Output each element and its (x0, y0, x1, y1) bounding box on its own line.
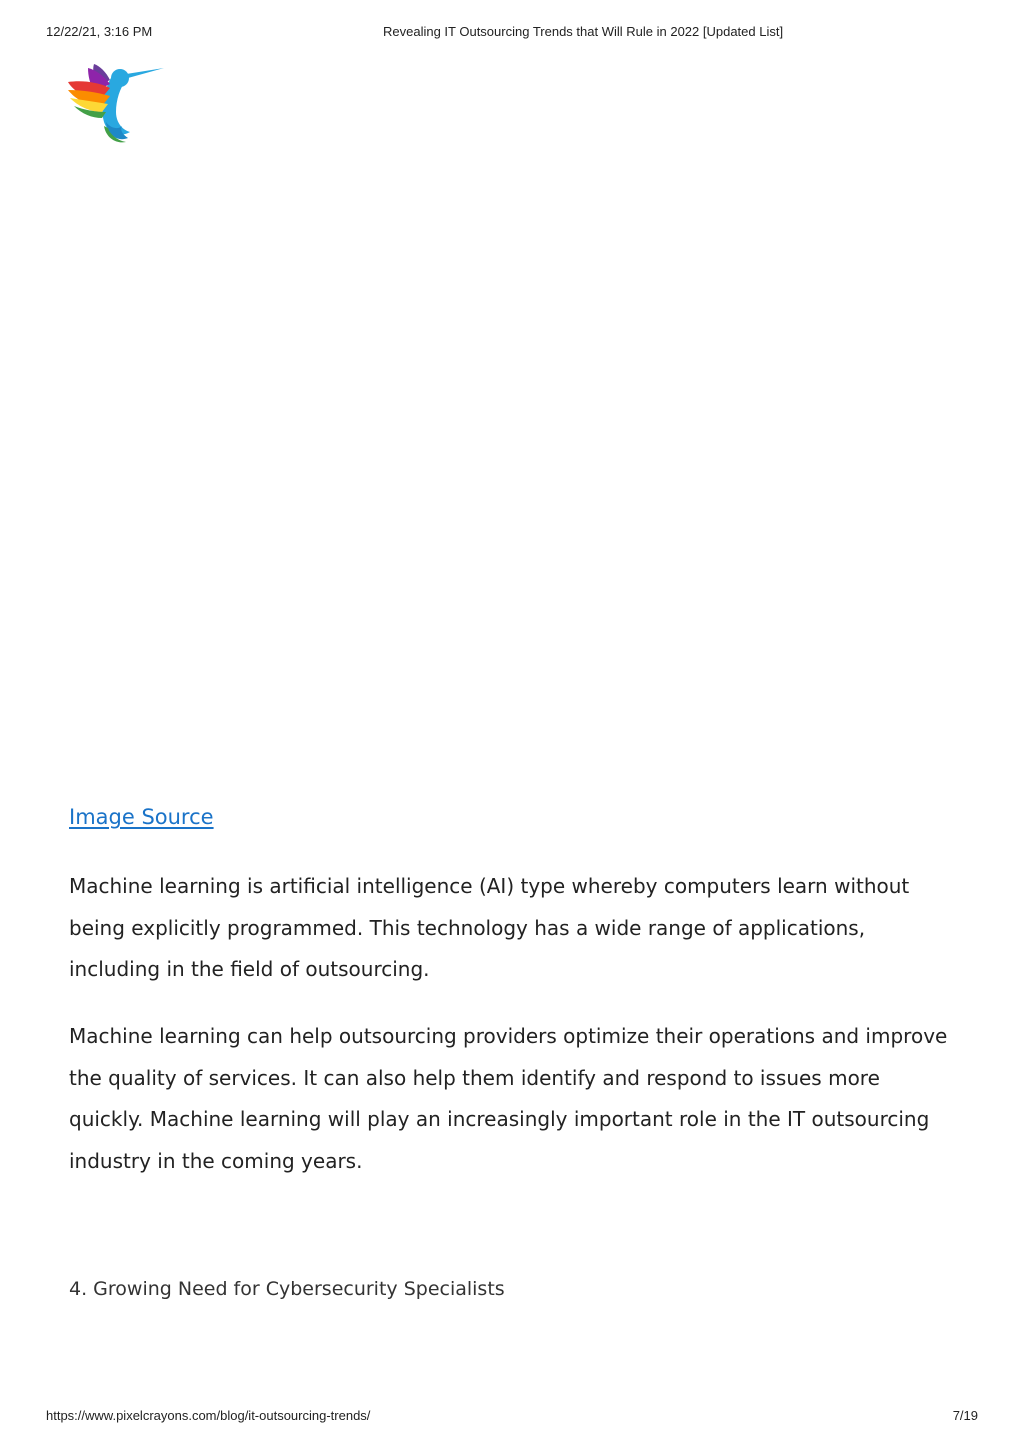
print-page-number: 7/19 (952, 1408, 978, 1423)
print-datetime: 12/22/21, 3:16 PM (46, 24, 153, 39)
print-page-title: Revealing IT Outsourcing Trends that Will Rule in 2022 [Updated List] (383, 24, 784, 39)
print-footer-url: https://www.pixelcrayons.com/blog/it-outsourcing-trends/ (46, 1408, 371, 1423)
image-source-link[interactable]: Image Source (69, 805, 214, 829)
article-image (69, 160, 955, 780)
section-heading: 4. Growing Need for Cybersecurity Specialists (69, 1278, 505, 1300)
logo-graphic (64, 56, 174, 146)
article-paragraph: Machine learning is artificial intelligence (AI) type whereby computers learn without being explicitly programmed. This technology has a wide range of applications, including in the field of outsourcing. (69, 874, 910, 981)
hummingbird-logo-icon[interactable] (64, 56, 174, 146)
article-paragraph: Machine learning can help outsourcing providers optimize their operations and improve the quality of services. It can also help them identify and respond to issues more quickly. Machine learning will play an increasingly important role in the IT outsourcing industry in the coming years. (69, 1024, 948, 1173)
